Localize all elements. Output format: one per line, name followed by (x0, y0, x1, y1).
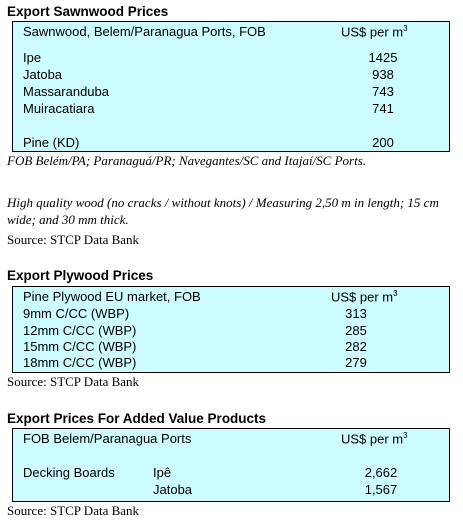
added-value-species: Jatoba (153, 482, 193, 497)
sawnwood-row-value: 741 (372, 101, 394, 116)
sawnwood-source: Source: STCP Data Bank (7, 232, 140, 247)
sawnwood-row-value: 938 (372, 67, 394, 82)
added-value-species: Ipê (153, 465, 172, 480)
sawnwood-row-name: Pine (KD) (23, 135, 80, 150)
added-value-row-value: 1,567 (364, 482, 398, 497)
plywood-row-value: 282 (345, 339, 367, 354)
plywood-header-unit: US$ per $m^3$ (331, 289, 398, 305)
plywood-header-label: Pine Plywood EU market, FOB (23, 289, 201, 304)
plywood-row-name: 18mm C/CC (WBP) (23, 355, 137, 370)
sawnwood-note-ports: FOB Belém/PA; Paranaguá/PR; Navegantes/SC and Itajaí/SC Ports. (7, 153, 367, 168)
plywood-table (12, 286, 450, 373)
plywood-row-name: 15mm C/CC (WBP) (23, 339, 137, 354)
added-value-row-value: 2,662 (364, 465, 398, 480)
sawnwood-title: Export Sawnwood Prices (7, 4, 169, 19)
added-value-header-unit: US$ per $m^3$ (341, 431, 408, 447)
added-value-header-label: FOB Belem/Paranagua Ports (23, 431, 192, 446)
sawnwood-row-value: 200 (372, 135, 394, 150)
plywood-row-name: 12mm C/CC (WBP) (23, 323, 137, 338)
sawnwood-table (12, 21, 450, 152)
sawnwood-row-value: 1425 (368, 50, 398, 65)
sawnwood-row-name: Muiracatiara (23, 101, 95, 116)
plywood-row-name: 9mm C/CC (WBP) (23, 306, 130, 321)
sawnwood-row-name: Ipe (23, 50, 42, 65)
added-value-source: Source: STCP Data Bank (7, 503, 140, 518)
added-value-title: Export Prices For Added Value Products (7, 411, 267, 426)
sawnwood-row-name: Jatoba (23, 67, 63, 82)
added-value-table (12, 428, 450, 502)
sawnwood-row-name: Massaranduba (23, 84, 109, 99)
plywood-title: Export Plywood Prices (7, 268, 154, 283)
sawnwood-row-value: 743 (372, 84, 394, 99)
plywood-row-value: 285 (345, 323, 367, 338)
sawnwood-header-label: Sawnwood, Belem/Paranagua Ports, FOB (23, 24, 266, 39)
sawnwood-header-unit: US$ per $m^3$ (341, 24, 408, 40)
plywood-source: Source: STCP Data Bank (7, 374, 140, 389)
plywood-row-value: 313 (345, 306, 367, 321)
plywood-row-value: 279 (345, 355, 367, 370)
sawnwood-note-quality: High quality wood (no cracks / without knots) / Measuring 2,50 m in length; 15 cm wide; and 30 mm thick. (7, 195, 439, 227)
added-value-product: Decking Boards (23, 465, 115, 480)
